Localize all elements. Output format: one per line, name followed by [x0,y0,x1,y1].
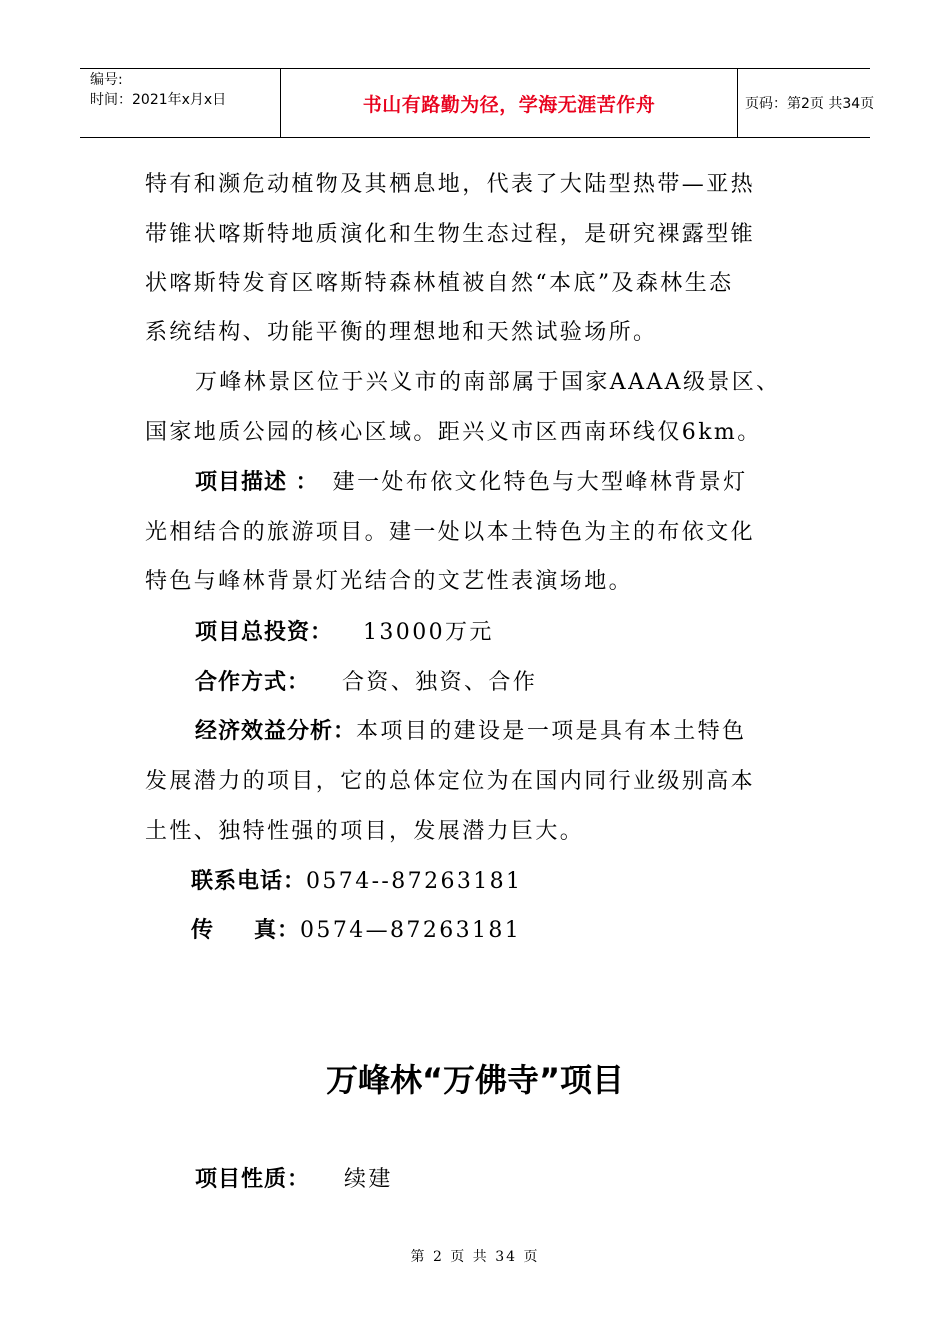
description-label: 项目描述 ： [195,470,319,495]
paragraph-line: 特有和濒危动植物及其栖息地，代表了大陆型热带—亚热 [145,172,756,197]
cooperation-label: 合作方式： [195,670,311,695]
time-label: 时间：2021年x月x日 [90,92,227,108]
fax-number: 0574—87263181 [300,918,522,943]
paragraph-line: 状喀斯特发育区喀斯特森林植被自然“本底”及森林生态 [145,271,734,296]
economic-analysis-label: 经济效益分析： [195,719,357,744]
paragraph-line: 国家地质公园的核心区域。距兴义市区西南环线仅6km。 [145,420,762,445]
cooperation-value: 合资、独资、合作 [342,670,538,695]
section-title: 万峰林“万佛寺”项目 [325,1061,625,1099]
phone-label: 联系电话： [191,869,307,894]
investment-line [195,618,494,648]
header-motto-cell [280,69,738,137]
number-label: 编号: [90,72,123,88]
phone-number: 0574--87263181 [306,869,523,894]
investment-value: 13000万元 [363,620,494,645]
project-nature-label: 项目性质： [195,1167,311,1192]
header-info-cell [80,69,280,137]
project-description-line [195,468,747,498]
paragraph-line: 系统结构、功能平衡的理想地和天然试验场所。 [145,320,658,345]
economic-analysis-text: 本项目的建设是一项是具有本土特色 [356,719,747,744]
paragraph-line: 光相结合的旅游项目。建一处以本土特色为主的布依文化 [145,520,756,545]
fax-line [191,916,521,946]
cooperation-line [195,668,537,698]
description-text: 建一处布依文化特色与大型峰林背景灯 [332,470,748,495]
project-nature-line [195,1165,393,1195]
paragraph-line: 发展潜力的项目，它的总体定位为在国内同行业级别高本 [145,769,756,794]
paragraph-line: 带锥状喀斯特地质演化和生物生态过程，是研究裸露型锥 [145,222,756,247]
page-code: 页码：第2页 共34页 [745,96,875,112]
page-footer: 第 2 页 共 34 页 [410,1249,540,1265]
economic-analysis-line [195,717,746,747]
investment-label: 项目总投资： [195,620,334,645]
paragraph-line: 特色与峰林背景灯光结合的文艺性表演场地。 [145,569,634,594]
paragraph-line: 万峰林景区位于兴义市的南部属于国家AAAA级景区、 [195,370,781,395]
fax-label: 传 [191,918,215,943]
fax-label-suffix: 真： [254,918,301,943]
project-nature-value: 续建 [344,1167,393,1192]
paragraph-line: 土性、独特性强的项目，发展潜力巨大。 [145,819,585,844]
motto-text: 书山有路勤为径，学海无涯苦作舟 [362,93,656,116]
document-header [80,68,875,138]
header-page-cell [737,69,875,137]
phone-line [191,867,522,897]
